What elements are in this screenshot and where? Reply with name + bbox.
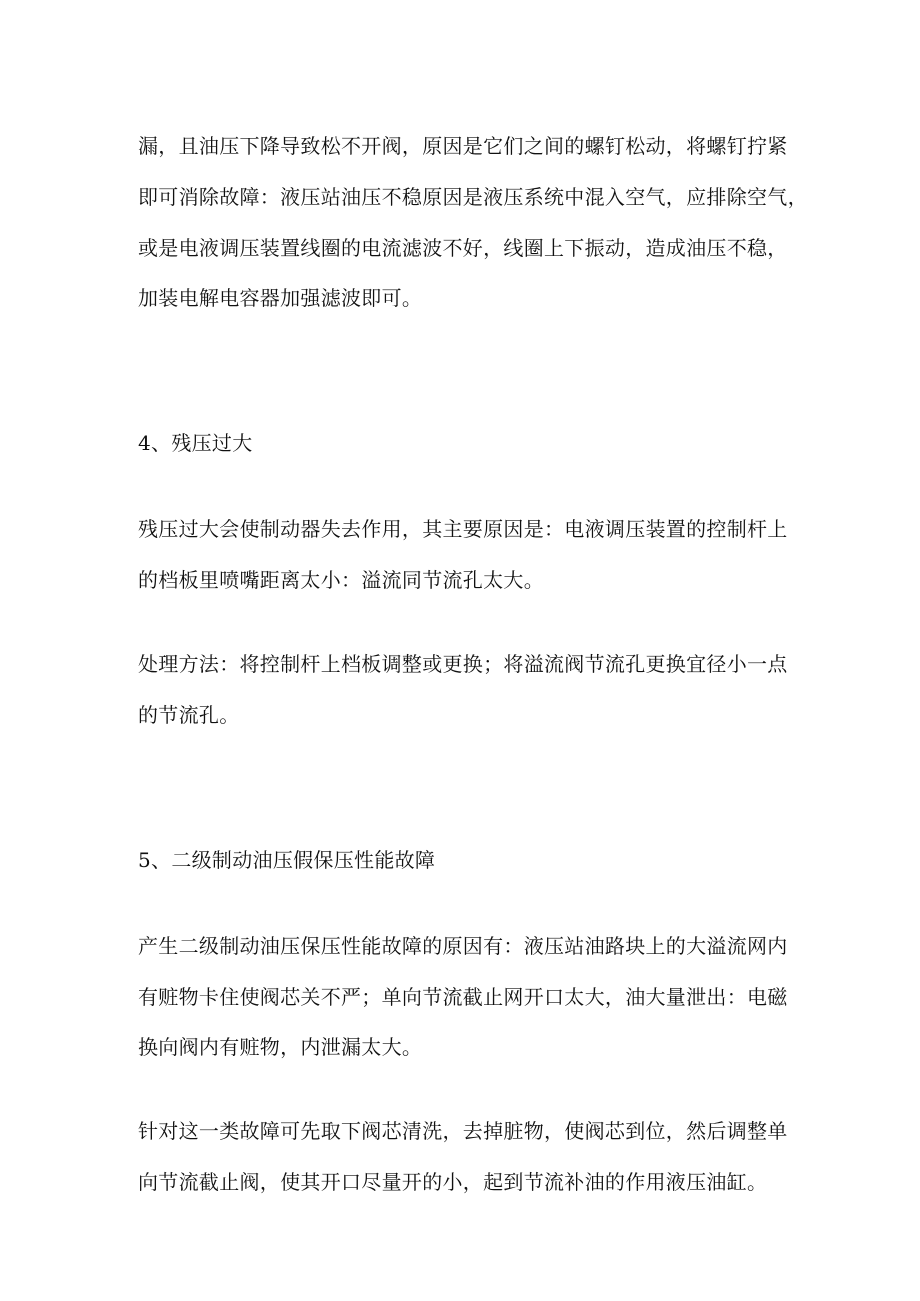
text-line: 即可消除故障：液压站油压不稳原因是液压系统中混入空气，应排除空气， — [138, 185, 808, 209]
text-line: 或是电液调压装置线圈的电流滤波不好，线圈上下振动，造成油压不稳， — [138, 236, 788, 260]
text-line: 向节流截止阀，使其开口尽量开的小，起到节流补油的作用液压油缸。 — [138, 1170, 768, 1194]
text-line: 的档板里喷嘴距离太小：溢流同节流孔太大。 — [138, 568, 544, 592]
text-line: 加装电解电容器加强滤波即可。 — [138, 286, 423, 310]
text-line: 有赃物卡住使阀芯关不严；单向节流截止网开口太大，油大量泄出：电磁 — [138, 985, 788, 1009]
text-line: 针对这一类故障可先取下阀芯清洗，去掉脏物，使阀芯到位，然后调整单 — [138, 1119, 788, 1143]
text-line: 处理方法：将控制杆上档板调整或更换；将溢流阀节流孔更换宜径小一点 — [138, 652, 788, 676]
section-heading-4: 4、残压过大 — [138, 431, 253, 455]
text-line: 产生二级制动油压保压性能故障的原因有：液压站油路块上的大溢流网内 — [138, 934, 788, 958]
text-line: 残压过大会使制动器失去作用，其主要原因是：电液调压装置的控制杆上 — [138, 517, 788, 541]
text-line: 换向阀内有赃物，内泄漏太大。 — [138, 1035, 423, 1059]
section-heading-5: 5、二级制动油压假保压性能故障 — [138, 848, 436, 872]
text-line: 漏，且油压下降导致松不开阀，原因是它们之间的螺钉松动，将螺钉拧紧 — [138, 134, 788, 158]
text-line: 的节流孔。 — [138, 703, 240, 727]
